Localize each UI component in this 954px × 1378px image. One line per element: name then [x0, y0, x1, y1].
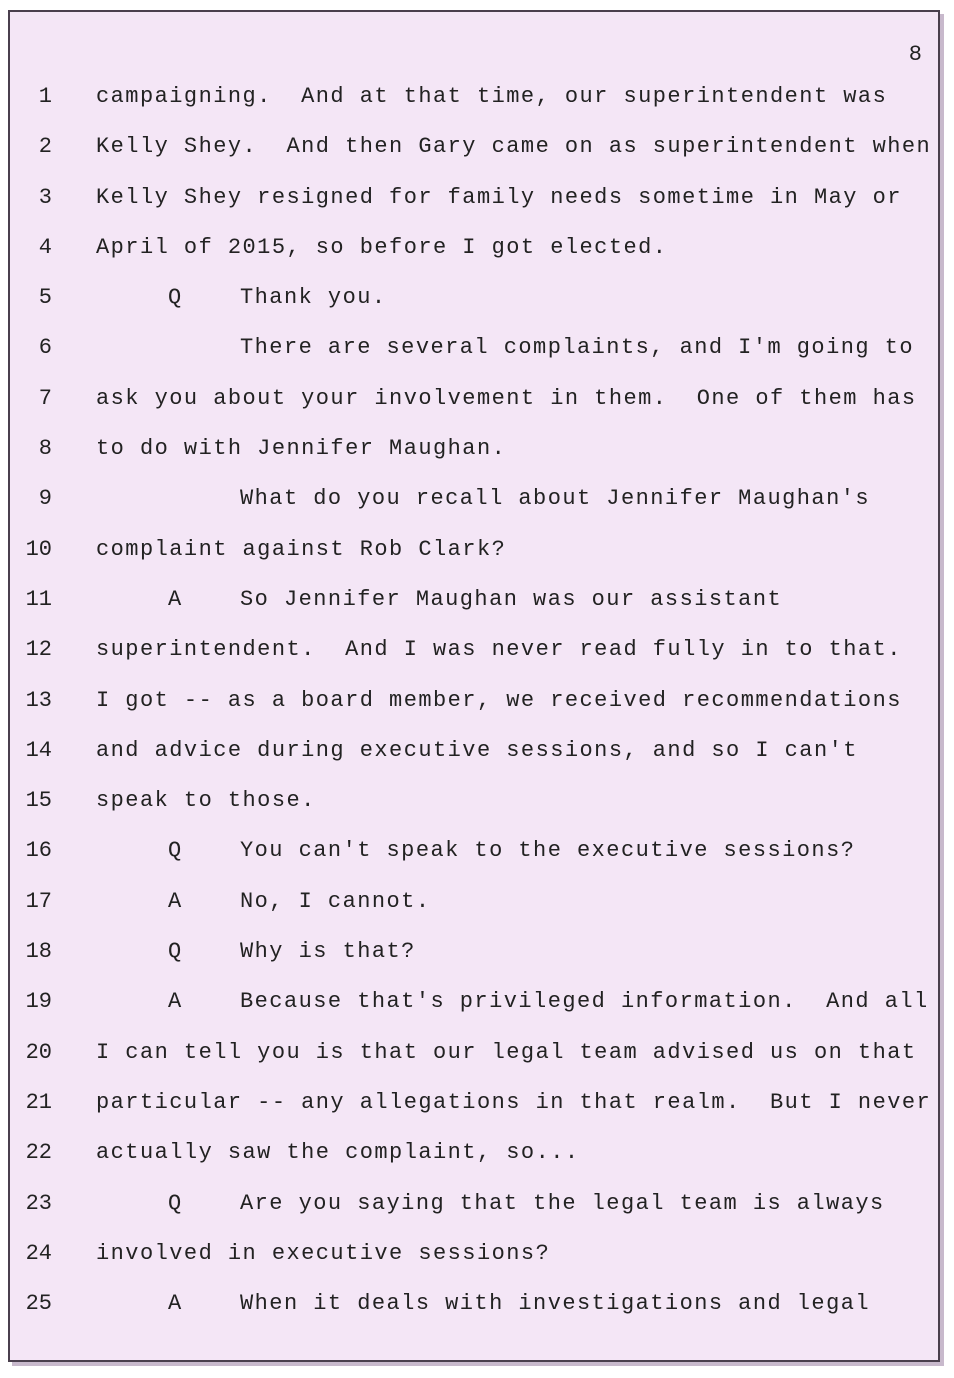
transcript-line [10, 989, 938, 1039]
speaker-label: A [168, 586, 183, 612]
line-text [168, 587, 782, 612]
line-text [96, 386, 917, 411]
line-content: Kelly Shey. And then Gary came on as superintendent when [96, 134, 932, 160]
line-number: 25 [25, 1291, 52, 1317]
line-number: 18 [25, 939, 52, 965]
line-content: There are several complaints, and I'm going to [240, 335, 914, 361]
line-content: What do you recall about Jennifer Maughan's [240, 486, 871, 512]
transcript-line [10, 185, 938, 235]
transcript-line [10, 537, 938, 587]
transcript-line [10, 1090, 938, 1140]
speaker-label: Q [168, 285, 183, 311]
line-content: involved in executive sessions? [96, 1240, 551, 1266]
speaker-label: Q [168, 1190, 183, 1216]
line-content: You can't speak to the executive sessions? [240, 838, 856, 864]
line-content: So Jennifer Maughan was our assistant [240, 586, 783, 612]
transcript-line [10, 1241, 938, 1291]
line-number: 10 [25, 536, 52, 562]
transcript-line [10, 1291, 938, 1341]
line-text [96, 84, 887, 109]
transcript-line [10, 788, 938, 838]
line-number: 16 [25, 838, 52, 864]
line-content: particular -- any allegations in that realm. But I never [96, 1089, 932, 1115]
line-text [168, 1291, 870, 1316]
transcript-line [10, 889, 938, 939]
transcript-line [10, 134, 938, 184]
line-content: Kelly Shey resigned for family needs sometime in May or [96, 184, 902, 210]
line-text [168, 838, 855, 863]
transcript-line [10, 285, 938, 335]
line-content: Thank you. [240, 285, 387, 311]
line-number: 9 [38, 486, 52, 512]
line-number: 13 [25, 687, 52, 713]
line-text [96, 1090, 931, 1115]
line-number: 12 [25, 637, 52, 663]
line-content: actually saw the complaint, so... [96, 1140, 580, 1166]
line-text [240, 486, 870, 511]
line-content: I can tell you is that our legal team advised us on that [96, 1039, 917, 1065]
transcript-line [10, 335, 938, 385]
line-content: superintendent. And I was never read fully in to that. [96, 637, 902, 663]
line-number: 8 [38, 436, 52, 462]
speaker-label: Q [168, 838, 183, 864]
speaker-label: A [168, 989, 183, 1015]
speaker-label: Q [168, 939, 183, 965]
line-number: 2 [38, 134, 52, 160]
line-content: Are you saying that the legal team is always [240, 1190, 885, 1216]
transcript-line [10, 1140, 938, 1190]
line-text [240, 335, 914, 360]
line-text [96, 537, 506, 562]
line-number: 3 [38, 184, 52, 210]
line-number: 21 [25, 1089, 52, 1115]
line-number: 23 [25, 1190, 52, 1216]
line-number: 7 [38, 385, 52, 411]
line-content: April of 2015, so before I got elected. [96, 234, 668, 260]
line-text [168, 989, 929, 1014]
speaker-label: A [168, 1291, 183, 1317]
line-number: 19 [25, 989, 52, 1015]
line-number: 4 [38, 234, 52, 260]
line-text [96, 235, 667, 260]
line-text [96, 134, 931, 159]
line-number: 11 [25, 586, 52, 612]
line-text [168, 1191, 885, 1216]
line-content: No, I cannot. [240, 888, 431, 914]
transcript-line [10, 637, 938, 687]
line-text [96, 436, 506, 461]
line-number: 17 [25, 888, 52, 914]
line-text [168, 285, 387, 310]
line-content: and advice during executive sessions, and so I can't [96, 737, 858, 763]
line-content: to do with Jennifer Maughan. [96, 436, 507, 462]
line-content: complaint against Rob Clark? [96, 536, 507, 562]
transcript-line [10, 838, 938, 888]
line-content: campaigning. And at that time, our superintendent was [96, 84, 888, 109]
line-number: 6 [38, 335, 52, 361]
transcript-line [10, 486, 938, 536]
transcript-line [10, 235, 938, 285]
line-text [96, 1140, 580, 1165]
line-content: speak to those. [96, 788, 316, 814]
transcript-line [10, 939, 938, 989]
transcript-line [10, 587, 938, 637]
line-number: 20 [25, 1039, 52, 1065]
line-text [96, 1040, 917, 1065]
line-content: When it deals with investigations and legal [240, 1291, 871, 1317]
line-text [96, 1241, 550, 1266]
line-text [96, 185, 902, 210]
line-text [96, 788, 316, 813]
transcript-line [10, 738, 938, 788]
transcript-line [10, 84, 938, 134]
page-number: 8 [908, 42, 922, 67]
line-content: Because that's privileged information. And all [240, 989, 929, 1015]
line-number: 15 [25, 788, 52, 814]
line-text [96, 688, 902, 713]
transcript-line [10, 1191, 938, 1241]
line-text [96, 637, 902, 662]
line-content: Why is that? [240, 939, 416, 965]
line-content: I got -- as a board member, we received recommendations [96, 687, 902, 713]
line-content: ask you about your involvement in them. One of them has [96, 385, 917, 411]
transcript-lines [10, 84, 938, 1341]
transcript-line [10, 386, 938, 436]
transcript-line [10, 688, 938, 738]
line-number: 14 [25, 737, 52, 763]
transcript-line [10, 436, 938, 486]
line-number: 1 [38, 84, 52, 109]
line-number: 24 [25, 1240, 52, 1266]
transcript-line [10, 1040, 938, 1090]
transcript-page [8, 10, 940, 1362]
line-text [168, 889, 430, 914]
line-text [96, 738, 858, 763]
line-text [168, 939, 416, 964]
speaker-label: A [168, 888, 183, 914]
line-number: 22 [25, 1140, 52, 1166]
line-number: 5 [38, 285, 52, 311]
